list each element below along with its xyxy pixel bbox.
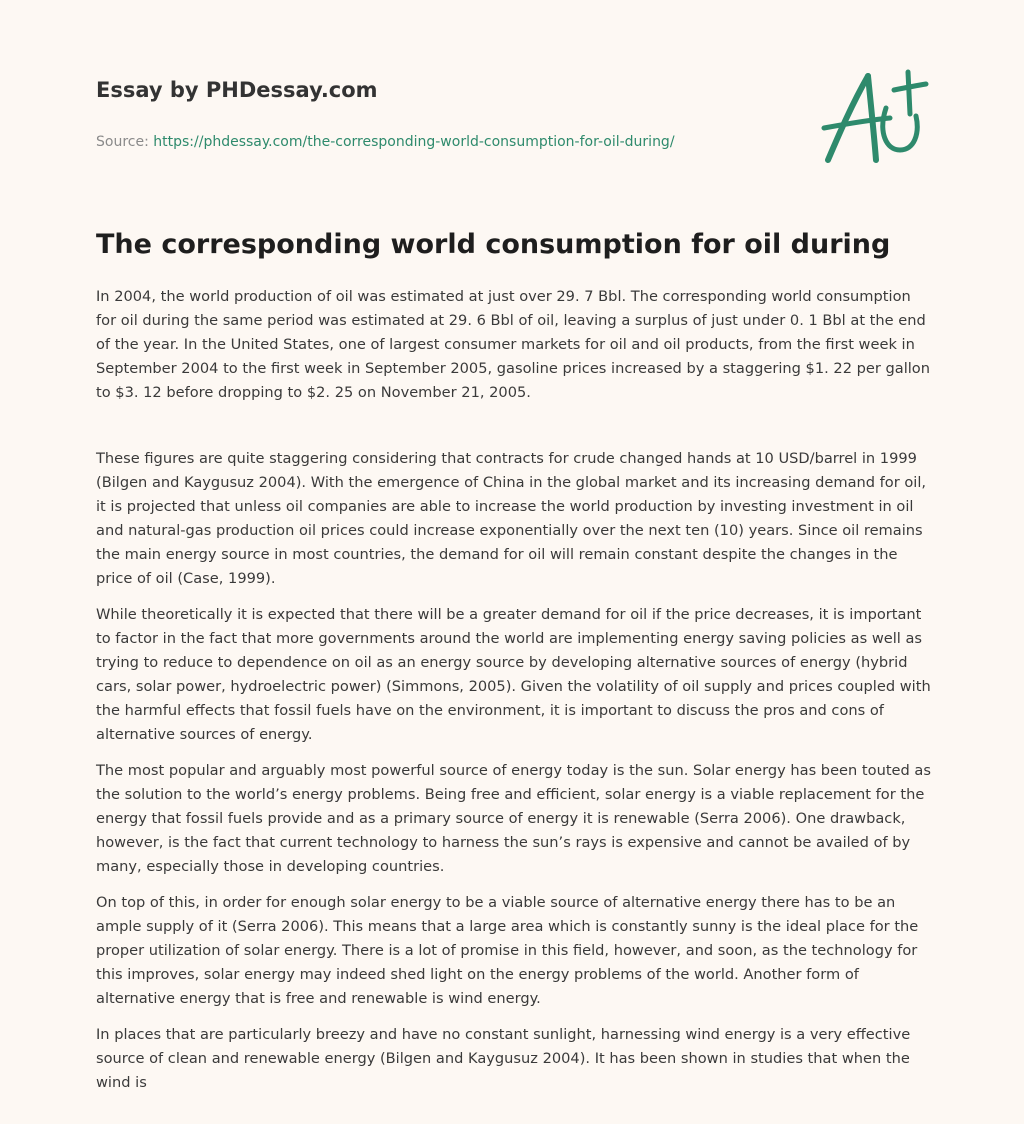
essay-paragraph: While theoretically it is expected that there will be a greater demand for oil if the price decreases, it is important to factor in the fact that more governments around the world are implementing energy saving policies as well as trying to reduce to dependence on oil as an energy source by developing alternative sources of energy (hybrid cars, solar power, hydroelectric power) (Simmons, 2005). Given the volatility of oil supply and prices coupled with the harmful effects that fossil fuels have on the environment, it is important to discuss the pros and cons of alternative sources of energy. — [96, 606, 931, 743]
source-line — [96, 132, 796, 152]
source-link[interactable]: https://phdessay.com/the-corresponding-world-consumption-for-oil-during/ — [153, 134, 675, 150]
essay-header — [96, 76, 796, 152]
essay-paragraph: The most popular and arguably most powerful source of energy today is the sun. Solar energy has been touted as the solution to the world’s energy problems. Being free and efficient, solar energy is a viable replacement for the energy that fossil fuels provide and as a primary source of energy it is renewable (Serra 2006). One drawback, however, is the fact that current technology to harness the sun’s rays is expensive and cannot be availed of by many, especially those in developing countries. — [96, 762, 931, 875]
essay-paragraph: In 2004, the world production of oil was estimated at just over 29. 7 Bbl. The corresponding world consumption for oil during the same period was estimated at 29. 6 Bbl of oil, leaving a surplus of just under 0. 1 Bbl at the end of the year. In the United States, one of largest consumer markets for oil and oil products, from the first week in September 2004 to the first week in September 2005, gasoline prices increased by a staggering $1. 22 per gallon to $3. 12 before dropping to $2. 25 on November 21, 2005. — [96, 288, 930, 401]
essay-body — [96, 285, 932, 1107]
essay-title: The corresponding world consumption for oil during — [96, 229, 891, 260]
essay-paragraph: These figures are quite staggering considering that contracts for crude changed hands at 10 USD/barrel in 1999 (Bilgen and Kaygusuz 2004). With the emergence of China in the global market and its increasing demand for oil, it is projected that unless oil companies are able to increase the world production by investing investment in oil and natural-gas production oil prices could increase exponentially over the next ten (10) years. Since oil remains the main energy source in most countries, the demand for oil will remain constant despite the changes in the price of oil (Case, 1999). — [96, 450, 927, 587]
site-brand: Essay by PHDessay.com — [96, 78, 378, 102]
source-label: Source: — [96, 134, 154, 150]
essay-paragraph: In places that are particularly breezy and have no constant sunlight, harnessing wind energy is a very effective source of clean and renewable energy (Bilgen and Kaygusuz 2004). It has been shown in studies that when the wind is — [96, 1026, 911, 1091]
essay-paragraph: On top of this, in order for enough solar energy to be a viable source of alternative energy there has to be an ample supply of it (Serra 2006). This means that a large area which is constantly sunny is the ideal place for the proper utilization of solar energy. There is a lot of promise in this field, however, and soon, as the technology for this improves, solar energy may indeed shed light on the energy problems of the world. Another form of alternative energy that is free and renewable is wind energy. — [96, 894, 919, 1007]
a-plus-logo-icon — [816, 62, 936, 172]
